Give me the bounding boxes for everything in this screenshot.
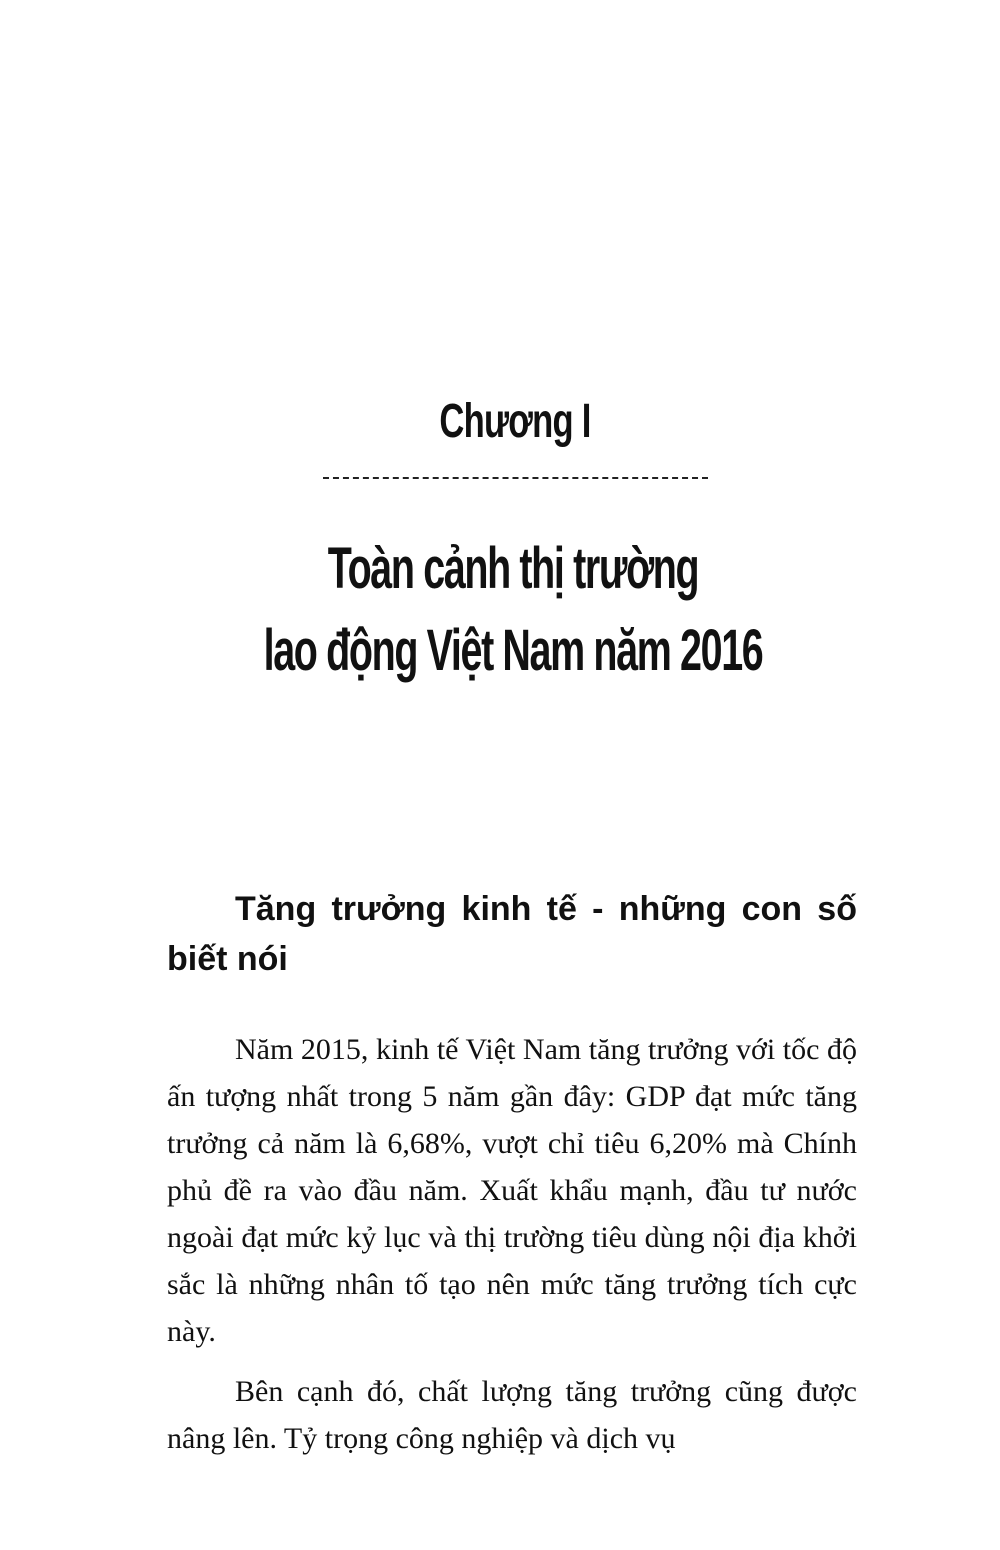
body-paragraph-1: Năm 2015, kinh tế Việt Nam tăng trưởng với tốc độ ấn tượng nhất trong 5 năm gần đây: GDP đạt mức tăng trưởng cả năm là 6,68%, vượt chỉ tiêu 6,20% mà Chính phủ đề ra vào đầu năm. Xuất khẩu mạnh, đầu tư nước ngoài đạt mức kỷ lục và thị trường tiêu dùng nội địa khởi sắc là những nhân tố tạo nên mức tăng trưởng tích cực này.: [167, 1033, 857, 1348]
chapter-divider: [323, 477, 708, 479]
chapter-label: Chương I: [439, 395, 591, 448]
chapter-title: [164, 528, 862, 692]
chapter-title-line-2: lao động Việt Nam năm 2016: [263, 618, 763, 683]
section-heading: Tăng trưởng kinh tế - những con số biết nói: [167, 890, 857, 978]
chapter-title-line-1: Toàn cảnh thị trường: [327, 536, 699, 601]
body-paragraph-2: Bên cạnh đó, chất lượng tăng trưởng cũng được nâng lên. Tỷ trọng công nghiệp và dịch vụ: [167, 1375, 857, 1455]
